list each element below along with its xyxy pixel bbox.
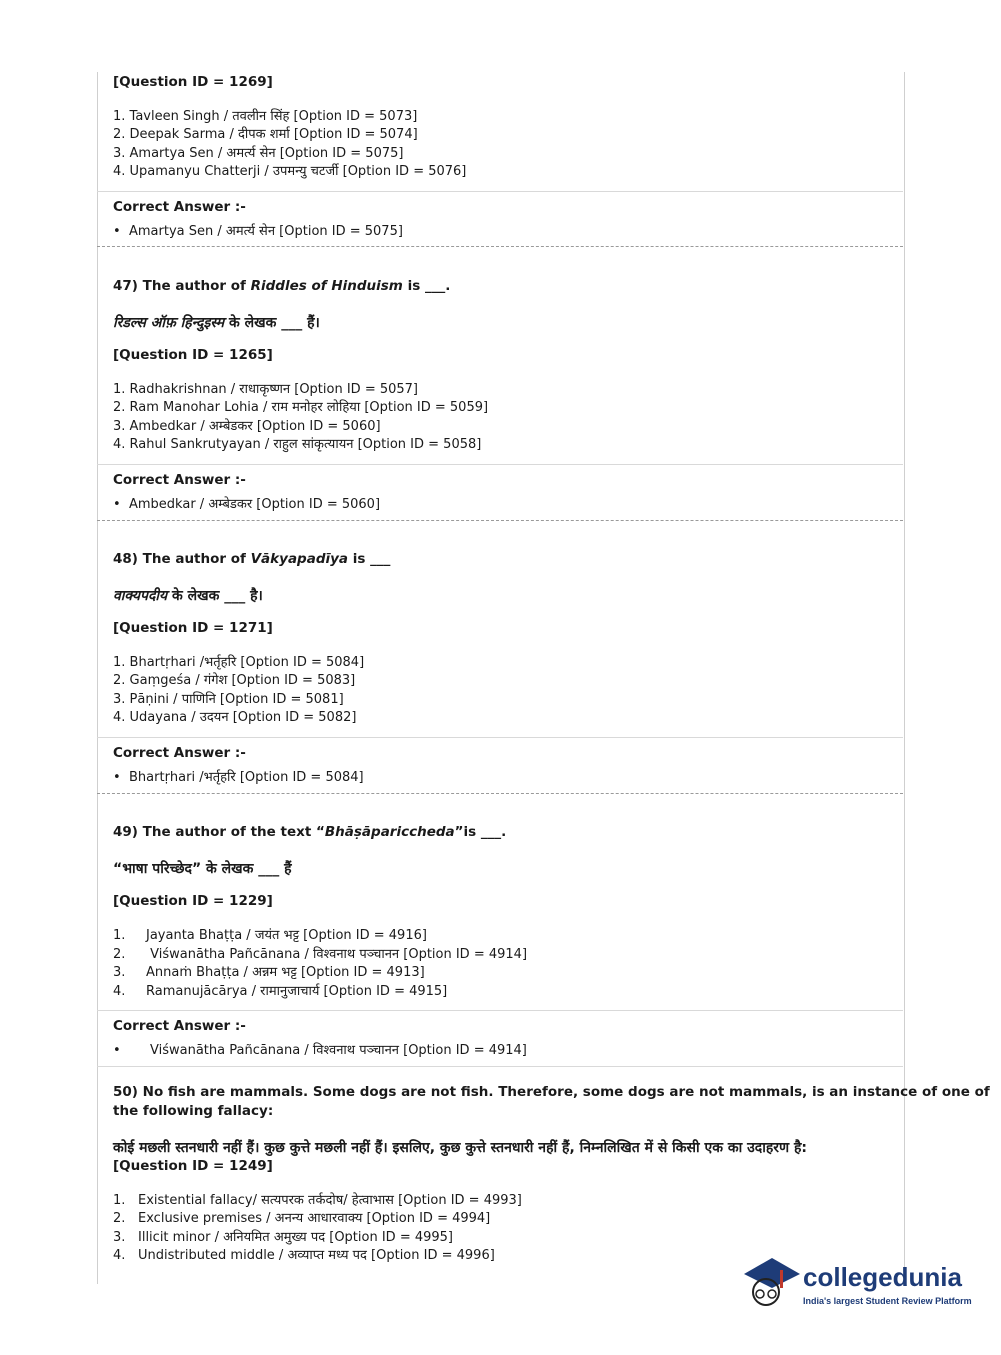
q46-option-4: 4. Upamanyu Chatterji / उपमन्यु चटर्जी [Option ID = 5076]	[113, 164, 467, 179]
q47-question-text: 47) The author of Riddles of Hinduism is ___.	[113, 278, 451, 294]
q50-question-line-1: 50) No fish are mammals. Some dogs are not fish. Therefore, some dogs are not mammals, is an instance of one of	[113, 1084, 990, 1100]
q49-option-3: 3. Annaṁ Bhaṭṭa / अन्नम भट्ट [Option ID = 4913]	[113, 965, 425, 980]
q48-question-id: [Question ID = 1271]	[113, 620, 273, 636]
q49-option-2: 2. Viśwanātha Pañcānana / विश्वनाथ पञ्चानन [Option ID = 4914]	[113, 947, 528, 962]
q48-correct-label: Correct Answer :-	[113, 745, 246, 761]
q47-question-id: [Question ID = 1265]	[113, 347, 273, 363]
q49-correct-label: Correct Answer :-	[113, 1018, 246, 1034]
divider	[97, 464, 903, 465]
q50-option-1: 1. Existential fallacy/ सत्यपरक तर्कदोष/ हेत्वाभास [Option ID = 4993]	[113, 1193, 522, 1208]
q46-option-2: 2. Deepak Sarma / दीपक शर्मा [Option ID = 5074]	[113, 127, 418, 142]
q49-question-text: 49) The author of the text “Bhāṣāparicched​a”is ___.	[113, 824, 507, 840]
q50-hindi-text: कोई मछली स्तनधारी नहीं हैं। कुछ कुत्ते मछली नहीं हैं। इसलिए, कुछ कुत्ते स्तनधारी नहीं हैं, निम्नलिखित में से किसी एक का उदाहरण है:	[113, 1140, 808, 1156]
q48-question-text: 48) The author of Vākyapadīya is ___	[113, 551, 391, 567]
question-separator	[97, 246, 903, 247]
q47-correct-label: Correct Answer :-	[113, 472, 246, 488]
q50-question-id: [Question ID = 1249]	[113, 1158, 273, 1174]
q46-option-1: 1. Tavleen Singh / तवलीन सिंह [Option ID = 5073]	[113, 109, 418, 124]
q50-option-4: 4. Undistributed middle / अव्याप्त मध्य पद [Option ID = 4996]	[113, 1248, 495, 1263]
q47-option-4: 4. Rahul Sankrutyayan / राहुल सांकृत्यायन [Option ID = 5058]	[113, 437, 482, 452]
q50-option-3: 3. Illicit minor / अनियमित अमुख्य पद [Option ID = 4995]	[113, 1230, 454, 1245]
q47-option-2: 2. Ram Manohar Lohia / राम मनोहर लोहिया [Option ID = 5059]	[113, 400, 489, 415]
q46-correct-label: Correct Answer :-	[113, 199, 246, 215]
divider	[97, 1010, 903, 1011]
q48-option-1: 1. Bhartṛhari /भर्तृहरि [Option ID = 5084]	[113, 655, 365, 670]
q48-correct-answer: • Bhartṛhari /भर्तृहरि [Option ID = 5084]	[113, 767, 364, 785]
q49-question-id: [Question ID = 1229]	[113, 893, 273, 909]
q50-option-2: 2. Exclusive premises / अनन्य आधारवाक्य [Option ID = 4994]	[113, 1211, 491, 1226]
q50-question-line-2: the following fallacy:	[113, 1103, 274, 1119]
q46-question-id: [Question ID = 1269]	[113, 74, 273, 90]
question-separator	[97, 793, 903, 794]
q48-hindi-text: वाक्यपदीय के लेखक ___ है।	[113, 588, 263, 604]
q47-option-3: 3. Ambedkar / अम्बेडकर [Option ID = 5060]	[113, 419, 381, 434]
question-separator	[97, 520, 903, 521]
divider	[97, 191, 903, 192]
logo-wordmark: collegedunia	[803, 1262, 962, 1292]
divider	[97, 1066, 903, 1067]
q49-option-4: 4. Ramanujācārya / रामानुजाचार्य [Option ID = 4915]	[113, 984, 448, 999]
q49-hindi-text: “भाषा परिच्छेद” के लेखक ___ हैं	[113, 861, 292, 877]
q48-option-2: 2. Gaṃgeśa / गंगेश [Option ID = 5083]	[113, 673, 356, 688]
logo-tagline: India's largest Student Review Platform	[803, 1296, 972, 1306]
q48-option-3: 3. Pāṇini / पाणिनि [Option ID = 5081]	[113, 692, 344, 707]
q47-hindi-text: रिडल्स ऑफ़ हिन्दुइस्म के लेखक ___ हैं।	[113, 315, 320, 331]
q48-option-4: 4. Udayana / उदयन [Option ID = 5082]	[113, 710, 357, 725]
q49-correct-answer: • Viśwanātha Pañcānana / विश्वनाथ पञ्चानन [Option ID = 4914]	[113, 1043, 527, 1058]
q46-option-3: 3. Amartya Sen / अमर्त्य सेन [Option ID = 5075]	[113, 146, 404, 161]
q47-correct-answer: • Ambedkar / अम्बेडकर [Option ID = 5060]	[113, 494, 380, 512]
q46-correct-answer: • Amartya Sen / अमर्त्य सेन [Option ID = 5075]	[113, 221, 403, 239]
q47-option-1: 1. Radhakrishnan / राधाकृष्णन [Option ID = 5057]	[113, 382, 419, 397]
divider	[97, 737, 903, 738]
q49-option-1: 1. Jayanta Bhaṭṭa / जयंत भट्ट [Option ID = 4916]	[113, 928, 427, 943]
